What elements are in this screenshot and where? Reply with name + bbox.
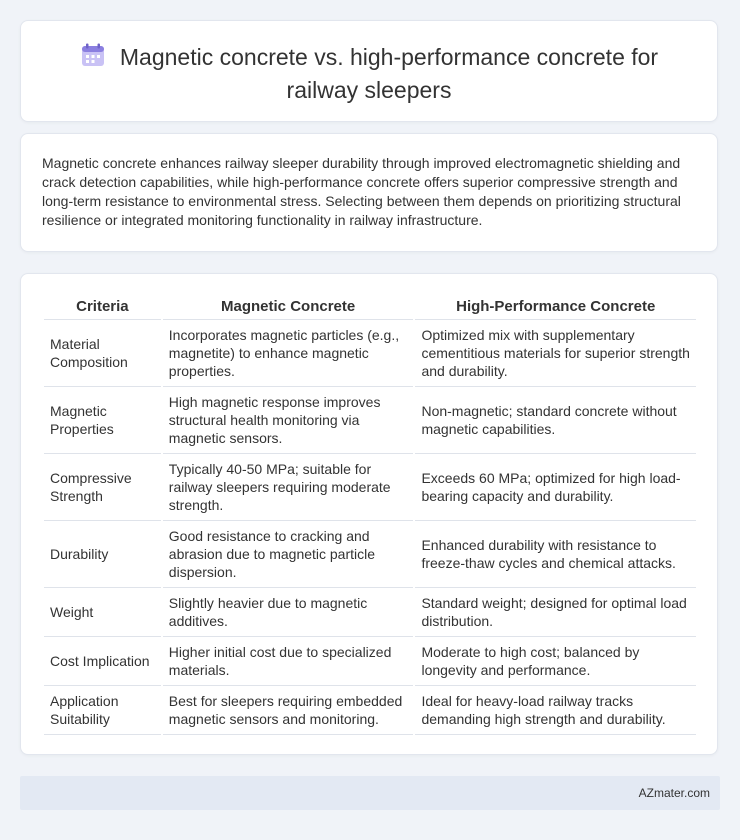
- magnetic-cell: Best for sleepers requiring embedded magnetic sensors and monitoring.: [163, 686, 414, 735]
- table-row: [44, 588, 696, 637]
- magnetic-cell: Slightly heavier due to magnetic additives.: [163, 588, 414, 637]
- magnetic-cell: Higher initial cost due to specialized materials.: [163, 637, 414, 686]
- calendar-icon: [80, 42, 106, 73]
- hpc-cell: Ideal for heavy-load railway tracks demanding high strength and durability.: [415, 686, 696, 735]
- footer-bar: [20, 776, 720, 810]
- table-row: [44, 637, 696, 686]
- criteria-cell: Application Suitability: [44, 686, 161, 735]
- hpc-cell: Non-magnetic; standard concrete without magnetic capabilities.: [415, 387, 696, 454]
- comparison-card: [20, 273, 718, 755]
- table-header-row: [44, 296, 696, 320]
- table-row: [44, 686, 696, 735]
- page-title: Magnetic concrete vs. high-performance concrete for railway sleepers: [119, 44, 659, 104]
- title-card: [20, 20, 718, 122]
- criteria-cell: Durability: [44, 521, 161, 588]
- footer-brand[interactable]: AZmater.com: [638, 786, 710, 800]
- table-row: [44, 320, 696, 387]
- criteria-cell: Compressive Strength: [44, 454, 161, 521]
- header-magnetic-concrete: Magnetic Concrete: [163, 296, 414, 320]
- hpc-cell: Optimized mix with supplementary cementitious materials for superior strength and durability.: [415, 320, 696, 387]
- magnetic-cell: Good resistance to cracking and abrasion due to magnetic particle dispersion.: [163, 521, 414, 588]
- hpc-cell: Exceeds 60 MPa; optimized for high load-bearing capacity and durability.: [415, 454, 696, 521]
- intro-paragraph: Magnetic concrete enhances railway sleeper durability through improved electromagnetic shielding and crack detection capabilities, while high-performance concrete offers superior compressive strength and long-term resistance to environmental stress. Selecting between them depends on prioritizing structural resilience or integrated monitoring functionality in railway infrastructure.: [42, 155, 681, 228]
- comparison-table: [42, 296, 698, 735]
- intro-card: [20, 133, 718, 252]
- magnetic-cell: Incorporates magnetic particles (e.g., magnetite) to enhance magnetic properties.: [163, 320, 414, 387]
- header-high-performance-concrete: High-Performance Concrete: [415, 296, 696, 320]
- table-row: [44, 454, 696, 521]
- hpc-cell: Moderate to high cost; balanced by longevity and performance.: [415, 637, 696, 686]
- header-criteria: Criteria: [44, 296, 161, 320]
- table-row: [44, 521, 696, 588]
- table-row: [44, 387, 696, 454]
- criteria-cell: Material Composition: [44, 320, 161, 387]
- hpc-cell: Standard weight; designed for optimal load distribution.: [415, 588, 696, 637]
- criteria-cell: Magnetic Properties: [44, 387, 161, 454]
- magnetic-cell: Typically 40-50 MPa; suitable for railway sleepers requiring moderate strength.: [163, 454, 414, 521]
- hpc-cell: Enhanced durability with resistance to freeze-thaw cycles and chemical attacks.: [415, 521, 696, 588]
- criteria-cell: Weight: [44, 588, 161, 637]
- criteria-cell: Cost Implication: [44, 637, 161, 686]
- magnetic-cell: High magnetic response improves structural health monitoring via magnetic sensors.: [163, 387, 414, 454]
